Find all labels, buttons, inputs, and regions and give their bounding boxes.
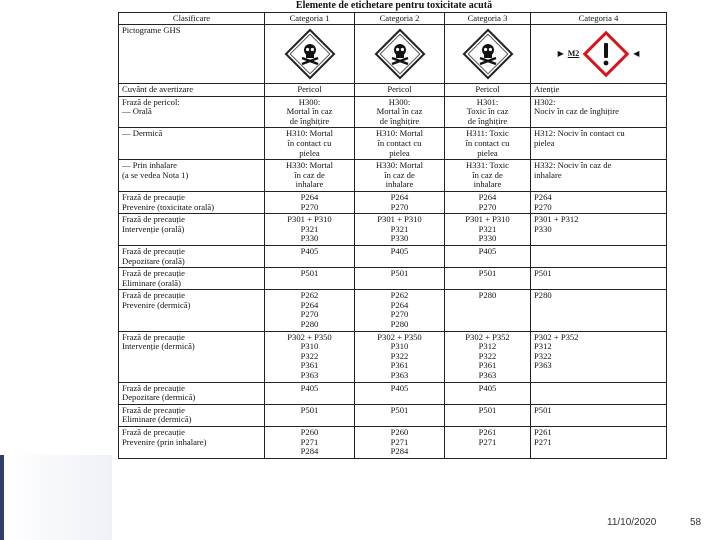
pictogram-row [119, 25, 667, 84]
cell-line: P322 [390, 350, 409, 361]
row-label-line: Frază de precauție [122, 214, 185, 225]
row-label-line: Frază de precauție [122, 404, 185, 415]
cell-line: H310: Mortal [375, 128, 424, 139]
cell-line: P270 [478, 201, 497, 212]
cell-line: P270 [390, 309, 409, 320]
row-label-line: Frază de precauție [122, 268, 185, 279]
cell-line: P330 [390, 233, 409, 244]
cell-line: P280 [300, 319, 319, 330]
labelling-table [118, 12, 667, 459]
cell-line: P280 [534, 290, 552, 301]
table-cell [531, 160, 667, 192]
table-cell [531, 404, 667, 426]
cell-line: P302 + P352 [534, 331, 579, 342]
table-cell [355, 96, 445, 128]
table-cell [531, 191, 667, 213]
footer-page-number: 58 [690, 517, 702, 528]
row-label-cell [119, 245, 265, 267]
table-cell [355, 382, 445, 404]
row-label-line: Cuvânt de avertizare [122, 84, 194, 94]
header-cell: Categoria 4 [531, 13, 667, 25]
cell-line: P322 [478, 350, 497, 361]
header-row [119, 13, 667, 25]
table-cell [355, 191, 445, 213]
table-row [119, 191, 667, 213]
cell-line: pielea [534, 137, 555, 148]
row-label-cell [119, 128, 265, 160]
table-cell [355, 245, 445, 267]
cell-line: P271 [300, 436, 319, 447]
cell-line: P312 [534, 341, 552, 352]
table-row [119, 290, 667, 331]
table-row [119, 268, 667, 290]
cell-line: P280 [390, 319, 409, 330]
table-cell [265, 84, 355, 97]
cell-line: P260 [390, 427, 409, 437]
table-cell [445, 214, 531, 246]
row-label-line: Frază de precauție [122, 382, 185, 393]
cell-line: P363 [300, 370, 319, 381]
cell-line: P270 [534, 201, 552, 212]
table-cell [445, 160, 531, 192]
row-label-cell [119, 427, 265, 459]
cell-line: P501 [534, 404, 552, 415]
cell-line: P312 [478, 341, 497, 352]
table-cell [355, 331, 445, 382]
table-cell [445, 382, 531, 404]
cell-line: pielea [299, 147, 320, 158]
cell-line: H330: Mortal [375, 160, 424, 171]
cell-line: H310: Mortal [285, 128, 334, 139]
cell-line: H311: Toxic [466, 128, 509, 139]
cell-line: P271 [534, 436, 552, 447]
table-cell [265, 331, 355, 382]
cell-line: P501 [300, 268, 319, 279]
arrow-left-icon: ◀ [633, 49, 640, 59]
cell-line: pielea [389, 147, 410, 158]
cell-line: P501 [300, 404, 319, 415]
table-cell [531, 382, 667, 404]
cell-line: P405 [478, 382, 497, 393]
header-cell: Categoria 1 [265, 13, 355, 25]
row-label-line: — Orală [122, 106, 152, 117]
cell-line: P330 [534, 223, 552, 234]
skull-crossbones-icon [284, 28, 336, 80]
table-row [119, 160, 667, 192]
table-cell [265, 427, 355, 459]
table-cell [265, 268, 355, 290]
row-label-line: Depozitare (orală) [122, 255, 185, 266]
cell-line: Pericol [387, 84, 412, 94]
cell-line: P363 [478, 370, 497, 381]
cell-line: P262 [390, 290, 409, 301]
cell-line: P330 [478, 233, 497, 244]
cell-line: Toxic în caz [466, 106, 509, 117]
cell-line: P501 [478, 268, 497, 279]
table-cell [531, 268, 667, 290]
cell-line: P501 [390, 268, 409, 279]
row-label-line: Depozitare (dermică) [122, 392, 196, 403]
pictogram-cell [265, 25, 355, 84]
pictogram-row-label: Pictograme GHS [119, 25, 265, 84]
row-label-line: Intervenție (dermică) [122, 341, 195, 352]
cell-line: P405 [390, 382, 409, 393]
cell-line: P261 [478, 427, 497, 437]
cell-line: P301 + P312 [534, 214, 579, 225]
cell-line: P361 [390, 360, 409, 371]
m2-label: M2 [567, 49, 580, 59]
footer-date: 11/10/2020 [607, 517, 657, 528]
cell-line: Nociv în caz de înghițire [534, 106, 619, 117]
table-row [119, 382, 667, 404]
table-cell [445, 404, 531, 426]
table-cell [445, 84, 531, 97]
table-cell [445, 96, 531, 128]
row-label-line: Prevenire (prin inhalare) [122, 436, 207, 447]
pictogram-cell [445, 25, 531, 84]
row-label-line: Prevenire (dermică) [122, 299, 191, 310]
cell-line: P322 [534, 350, 552, 361]
row-label-line: Eliminare (dermică) [122, 414, 192, 425]
table-row [119, 84, 667, 97]
cell-line: P302 + P350 [377, 331, 422, 342]
row-label-cell [119, 84, 265, 97]
cell-line: P264 [534, 191, 552, 202]
table-cell [445, 128, 531, 160]
row-label-cell [119, 331, 265, 382]
cell-line: P330 [300, 233, 319, 244]
table-cell [265, 290, 355, 331]
slide-accent-bar [0, 455, 4, 540]
cell-line: în caz de [472, 169, 503, 180]
cell-line: P405 [390, 245, 409, 256]
cell-line: P264 [300, 299, 319, 310]
cell-line: P310 [390, 341, 409, 352]
table-cell [531, 427, 667, 459]
pictogram-cell [531, 25, 667, 84]
row-label-line: Frază de precauție [122, 290, 185, 301]
cell-line: H331: Toxic [466, 160, 509, 171]
cell-line: P363 [534, 360, 552, 371]
cell-line: Mortal în caz [286, 106, 333, 117]
cell-line: Pericol [475, 84, 500, 94]
cell-line: P361 [478, 360, 497, 371]
cell-line: P270 [300, 309, 319, 320]
header-cell: Categoria 2 [355, 13, 445, 25]
cell-line: P302 + P350 [287, 331, 332, 342]
cell-line: P264 [390, 299, 409, 310]
table-cell [445, 427, 531, 459]
cell-line: de înghițire [289, 115, 330, 126]
cell-line: P262 [300, 290, 319, 301]
cell-line: inhalare [385, 179, 414, 190]
row-label-cell [119, 382, 265, 404]
table-cell [265, 191, 355, 213]
table-cell [355, 214, 445, 246]
row-label-line: Frază de precauție [122, 331, 185, 342]
table-cell [265, 214, 355, 246]
cell-line: P322 [300, 350, 319, 361]
table-cell [265, 382, 355, 404]
arrow-right-icon: ▶ [557, 49, 564, 59]
cell-line: P301 + P310 [287, 214, 332, 225]
cell-line: P501 [390, 404, 409, 415]
cell-line: P271 [390, 436, 409, 447]
slide-decor-strip [0, 455, 112, 540]
row-label-line: — Prin inhalare [122, 160, 177, 171]
document-page [118, 0, 670, 540]
table-cell [531, 214, 667, 246]
table-cell [531, 128, 667, 160]
table-cell [445, 245, 531, 267]
cell-line: H301: [476, 96, 499, 107]
table-row [119, 128, 667, 160]
table-cell [265, 160, 355, 192]
table-cell [265, 96, 355, 128]
cell-line: pielea [477, 147, 498, 158]
row-label-line: (a se vedea Nota 1) [122, 169, 189, 180]
row-label-line: Prevenire (toxicitate orală) [122, 201, 215, 212]
skull-crossbones-icon [374, 28, 426, 80]
cell-line: P270 [300, 201, 319, 212]
table-cell [355, 427, 445, 459]
cell-line: P301 + P310 [377, 214, 422, 225]
table-cell [355, 290, 445, 331]
cell-line: P310 [300, 341, 319, 352]
skull-crossbones-icon [462, 28, 514, 80]
row-label-line: Frază de precauție [122, 191, 185, 202]
row-label-line: Frază de pericol: [122, 96, 180, 107]
row-label-line: Frază de precauție [122, 245, 185, 256]
table-cell [445, 331, 531, 382]
table-cell [531, 84, 667, 97]
table-cell [445, 290, 531, 331]
cell-line: P405 [300, 382, 319, 393]
cell-line: H332: Nociv în caz de [534, 160, 612, 171]
cell-line: H312: Nociv în contact cu [534, 128, 625, 139]
cell-line: inhalare [295, 179, 324, 190]
header-cell: Clasificare [119, 13, 265, 25]
cell-line: de înghițire [379, 115, 420, 126]
table-cell [355, 268, 445, 290]
cell-line: inhalare [473, 179, 502, 190]
table-cell [355, 160, 445, 192]
cell-line: în contact cu [377, 137, 422, 148]
cell-line: inhalare [534, 169, 562, 180]
row-label-cell [119, 191, 265, 213]
cell-line: Mortal în caz [376, 106, 423, 117]
table-row [119, 214, 667, 246]
row-label-line: — Dermică [122, 128, 163, 139]
table-cell [445, 191, 531, 213]
row-label-cell [119, 404, 265, 426]
table-row [119, 331, 667, 382]
cell-line: P270 [390, 201, 409, 212]
cell-line: de înghițire [467, 115, 508, 126]
table-cell [265, 404, 355, 426]
cell-line: P363 [390, 370, 409, 381]
cell-line: P264 [300, 191, 319, 202]
header-cell: Categoria 3 [445, 13, 531, 25]
cell-line: H330: Mortal [285, 160, 334, 171]
table-row [119, 245, 667, 267]
table-row [119, 404, 667, 426]
cell-line: P501 [478, 404, 497, 415]
cell-line: în contact cu [287, 137, 332, 148]
pictogram-cell [355, 25, 445, 84]
table-cell [531, 245, 667, 267]
cell-line: H302: [534, 96, 556, 107]
cell-line: P284 [390, 446, 409, 457]
cell-line: P321 [390, 223, 409, 234]
cell-line: P405 [300, 245, 319, 256]
table-cell [531, 96, 667, 128]
cell-line: H300: [388, 96, 411, 107]
cell-line: în caz de [384, 169, 415, 180]
exclamation-mark-icon [583, 31, 629, 77]
cell-line: Atenție [534, 84, 560, 94]
table-cell [355, 128, 445, 160]
cell-line: P271 [478, 436, 497, 447]
table-cell [355, 84, 445, 97]
cell-line: P280 [478, 290, 497, 301]
cell-line: P264 [478, 191, 497, 202]
cell-line: P264 [390, 191, 409, 202]
cell-line: P405 [478, 245, 497, 256]
table-cell [265, 128, 355, 160]
cell-line: în contact cu [465, 137, 510, 148]
row-label-cell [119, 96, 265, 128]
table-cell [265, 245, 355, 267]
cell-line: P361 [300, 360, 319, 371]
row-label-line: Intervenție (orală) [122, 223, 185, 234]
cell-line: P301 + P310 [465, 214, 510, 225]
table-cell [531, 290, 667, 331]
cell-line: P501 [534, 268, 552, 279]
cell-line: P284 [300, 446, 319, 457]
table-cell [531, 331, 667, 382]
row-label-cell [119, 290, 265, 331]
table-cell [355, 404, 445, 426]
row-label-cell [119, 160, 265, 192]
cell-line: P302 + P352 [465, 331, 510, 342]
table-title: Elemente de etichetare pentru toxicitate acută [295, 0, 493, 11]
row-label-cell [119, 268, 265, 290]
cell-line: în caz de [294, 169, 325, 180]
table-row [119, 427, 667, 459]
cell-line: H300: [298, 96, 321, 107]
slide-left-band [0, 0, 112, 540]
cell-line: P321 [478, 223, 497, 234]
row-label-cell [119, 214, 265, 246]
cell-line: P260 [300, 427, 319, 437]
cell-line: Pericol [297, 84, 322, 94]
table-cell [445, 268, 531, 290]
cell-line: P321 [300, 223, 319, 234]
row-label-line: Eliminare (orală) [122, 277, 181, 288]
cell-line: P261 [534, 427, 552, 437]
table-row [119, 96, 667, 128]
row-label-line: Frază de precauție [122, 427, 185, 437]
